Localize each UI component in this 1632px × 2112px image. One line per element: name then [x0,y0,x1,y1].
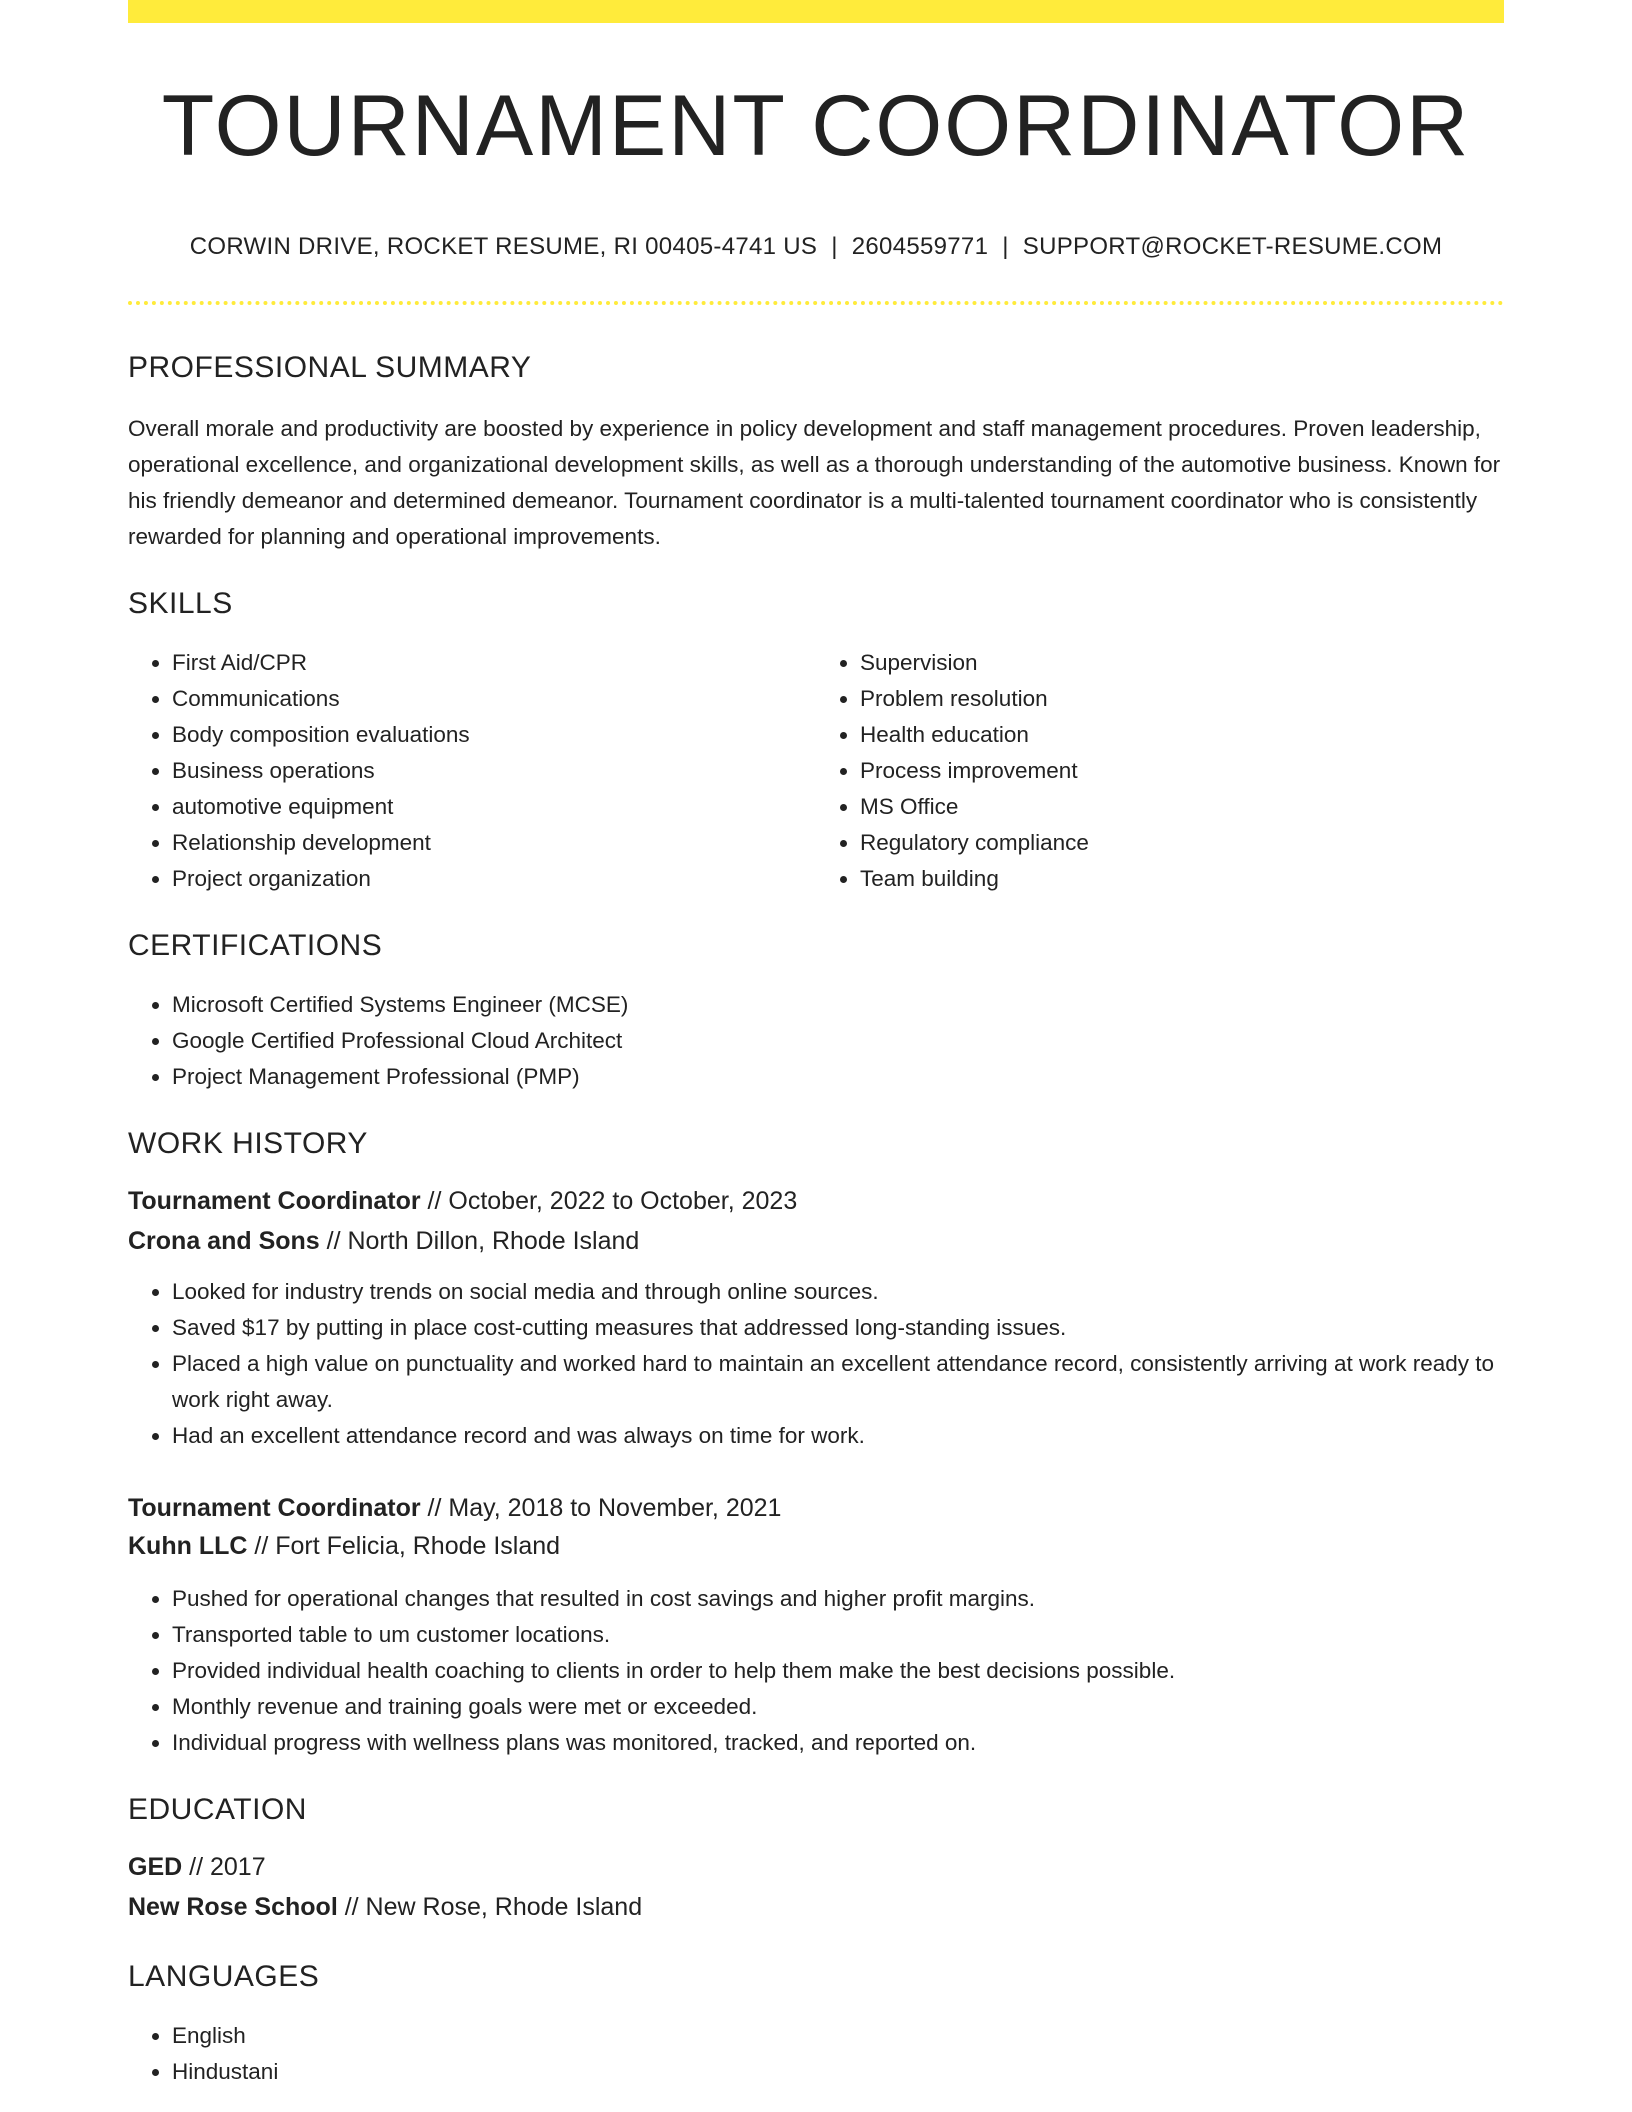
contact-separator: | [1002,233,1009,260]
education-location: // New Rose, Rhode Island [344,1893,643,1921]
summary-section [128,353,1504,555]
education-heading: EDUCATION [128,1793,307,1826]
job-company: Crona and Sons [128,1227,320,1255]
education-degree-line [128,1855,1504,1880]
job-company-line [128,1534,1504,1559]
job-location: // Fort Felicia, Rhode Island [254,1532,561,1560]
skill-item: • Business operations [172,753,816,789]
job-entry [128,1189,1504,1454]
education-school-line [128,1895,1504,1920]
job-bullet: • Saved $17 by putting in place cost-cutting measures that addressed long-standing issues. [172,1310,1504,1346]
language-item: • English [172,2018,1504,2054]
skill-item: • Problem resolution [860,681,1504,717]
language-item: • Hindustani [172,2054,1504,2090]
skill-item: • Communications [172,681,816,717]
summary-heading: PROFESSIONAL SUMMARY [128,351,532,384]
job-bullet: • Looked for industry trends on social media and through online sources. [172,1274,1504,1310]
languages-heading: LANGUAGES [128,1960,320,1993]
job-bullet: • Monthly revenue and training goals were met or exceeded. [172,1689,1504,1725]
languages-section [128,1962,1504,2090]
skills-list-left [128,645,816,897]
skills-heading: SKILLS [128,587,233,620]
job-company-line [128,1229,1504,1254]
education-section [128,1795,1504,1920]
contact-line [128,235,1504,259]
education-year: // 2017 [189,1853,266,1881]
skill-item: • Health education [860,717,1504,753]
job-bullet: • Individual progress with wellness plans was monitored, tracked, and reported on. [172,1725,1504,1761]
job-dates: // May, 2018 to November, 2021 [427,1494,782,1522]
certifications-section [128,931,1504,1095]
skill-item: • Team building [860,861,1504,897]
skill-item: • Process improvement [860,753,1504,789]
job-bullet: • Placed a high value on punctuality and worked hard to maintain an excellent attendance record, consistently arriving at work ready to work right away. [172,1346,1504,1418]
resume-title: TOURNAMENT COORDINATOR [161,78,1471,174]
resume-page [128,0,1504,2090]
education-school: New Rose School [128,1893,338,1921]
summary-text: Overall morale and productivity are boosted by experience in policy development and staff management procedures. Proven leadership, operational excellence, and organizational development skills, as well as a thorough understanding of the automotive business. Known for his friendly demeanor and determined demeanor. Tournament coordinator is a multi-talented tournament coordinator who is consistently rewarded for planning and operational improvements. [128,416,1501,549]
certifications-heading: CERTIFICATIONS [128,929,383,962]
job-bullet: • Provided individual health coaching to clients in order to help them make the best decisions possible. [172,1653,1504,1689]
job-bullet: • Transported table to um customer locations. [172,1617,1504,1653]
accent-bar [128,0,1504,23]
certification-item: • Google Certified Professional Cloud Architect [172,1023,1504,1059]
skill-item: • Project organization [172,861,816,897]
job-company: Kuhn LLC [128,1532,248,1560]
certifications-list [128,987,1504,1095]
skill-item: • MS Office [860,789,1504,825]
skills-grid [128,645,1504,897]
job-entry [128,1496,1504,1761]
certification-item: • Microsoft Certified Systems Engineer (MCSE) [172,987,1504,1023]
certification-item: • Project Management Professional (PMP) [172,1059,1504,1095]
job-bullet: • Pushed for operational changes that resulted in cost savings and higher profit margins. [172,1581,1504,1617]
skills-list-right [816,645,1504,897]
job-dates: // October, 2022 to October, 2023 [427,1187,798,1215]
job-location: // North Dillon, Rhode Island [326,1227,640,1255]
skill-item: • Supervision [860,645,1504,681]
job-bullet: • Had an excellent attendance record and was always on time for work. [172,1418,1504,1454]
contact-email: SUPPORT@ROCKET-RESUME.COM [1022,233,1443,260]
work-history-heading: WORK HISTORY [128,1127,368,1160]
skill-item: • Regulatory compliance [860,825,1504,861]
job-title: Tournament Coordinator [128,1187,421,1215]
contact-phone: 2604559771 [851,233,989,260]
job-bullets [128,1581,1504,1761]
skill-item: • Relationship development [172,825,816,861]
work-history-section [128,1129,1504,1761]
job-bullets [128,1274,1504,1454]
job-title-line [128,1496,1504,1521]
education-degree: GED [128,1853,183,1881]
skill-item: • First Aid/CPR [172,645,816,681]
languages-list [128,2018,1504,2090]
contact-address: CORWIN DRIVE, ROCKET RESUME, RI 00405-4741 US [189,233,818,260]
contact-separator: | [831,233,838,260]
header-divider [128,301,1504,305]
skill-item: • Body composition evaluations [172,717,816,753]
skills-section [128,589,1504,897]
job-title-line [128,1189,1504,1214]
skill-item: • automotive equipment [172,789,816,825]
job-title: Tournament Coordinator [128,1494,421,1522]
